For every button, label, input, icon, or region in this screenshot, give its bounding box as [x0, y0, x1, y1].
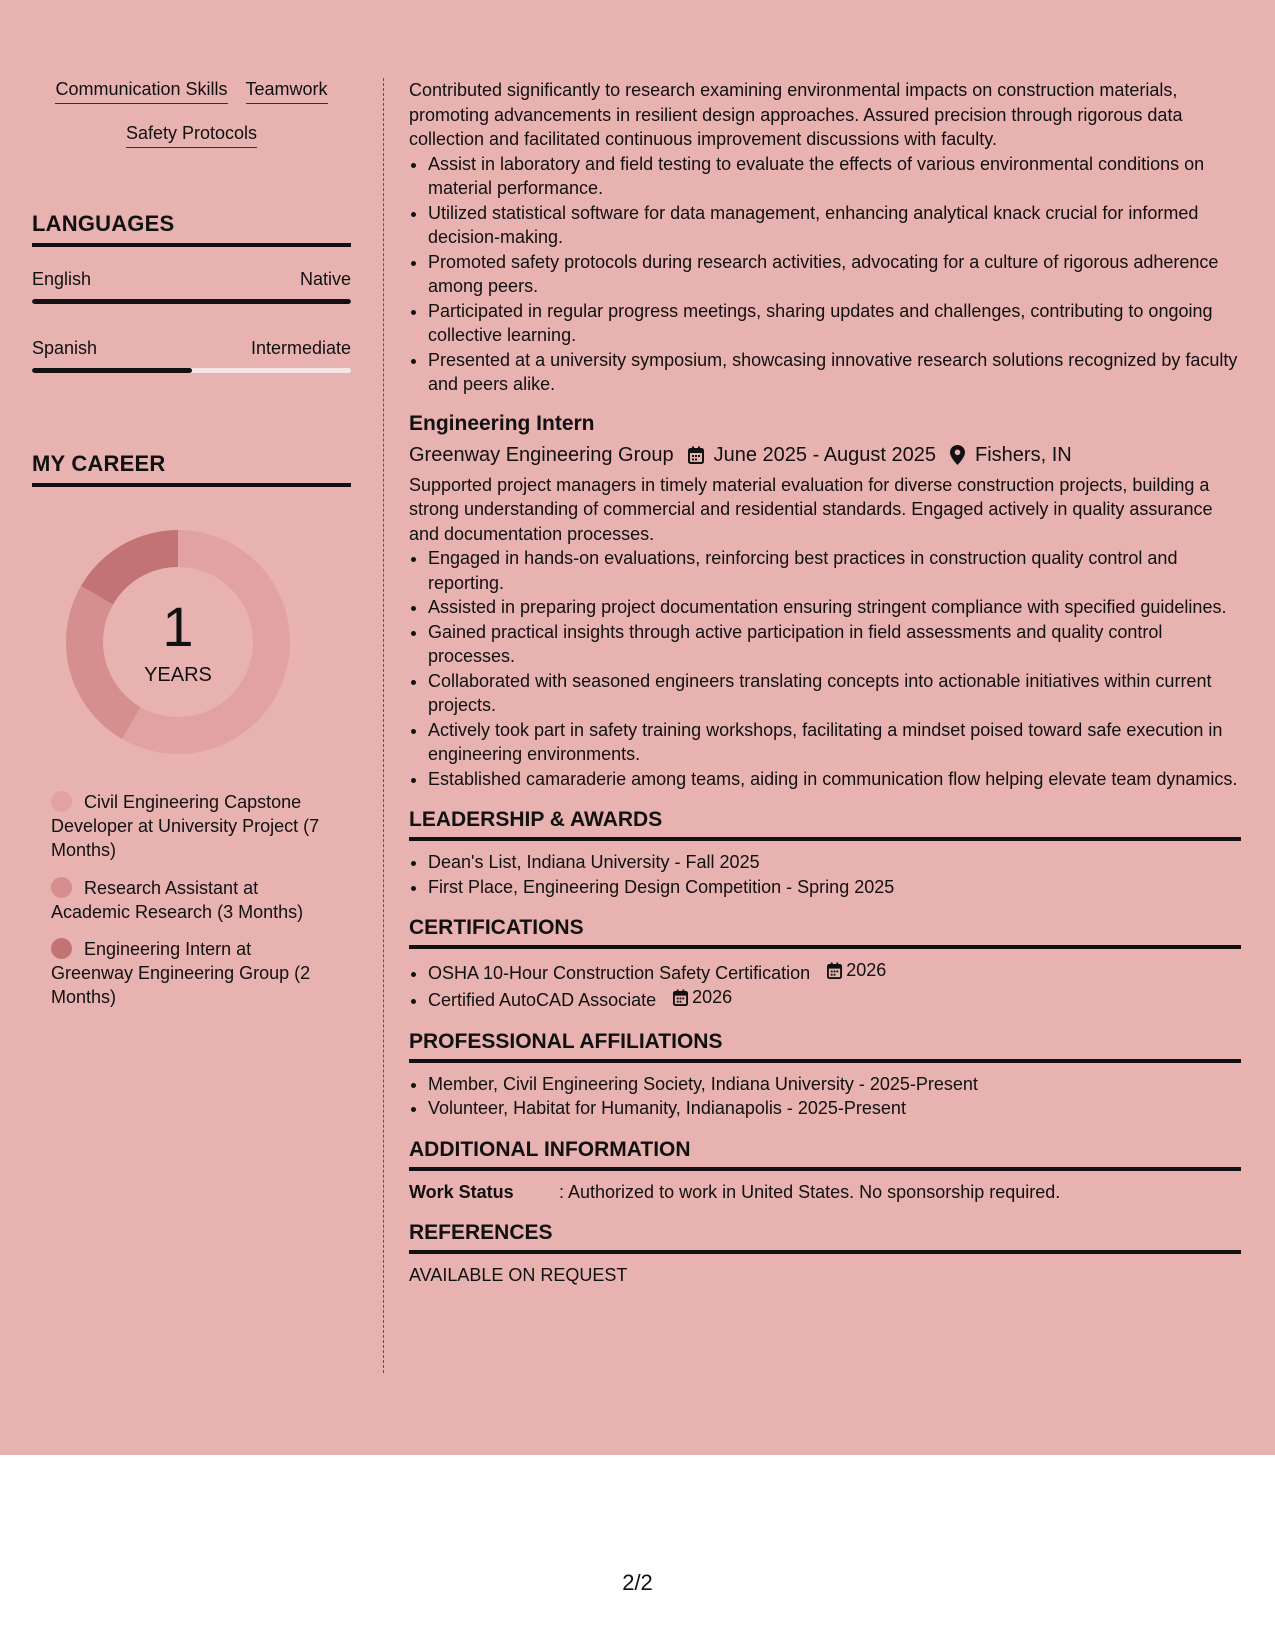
certifications-list [409, 958, 1241, 1013]
affiliations-heading: PROFESSIONAL AFFILIATIONS [409, 1029, 1241, 1063]
affiliation-item: • Volunteer, Habitat for Humanity, Indianapolis - 2025-Present [428, 1096, 1241, 1121]
work-status-row [409, 1180, 1241, 1205]
job-bullet: • Actively took part in safety training workshops, facilitating a mindset poised toward safe execution in engineering environments. [428, 718, 1241, 767]
leadership-item: • First Place, Engineering Design Competition - Spring 2025 [428, 875, 1241, 900]
page-number: 2/2 [622, 1570, 653, 1595]
job-bullet: • Collaborated with seasoned engineers translating concepts into actionable initiatives within current projects. [428, 669, 1241, 718]
languages-heading: LANGUAGES [32, 211, 351, 247]
certification-item [428, 958, 1241, 985]
career-legend-label: Research Assistant at Academic Research (3 Months) [51, 878, 304, 922]
work-status-label: Work Status [409, 1181, 514, 1202]
skill-tag: Safety Protocols [126, 122, 257, 148]
career-legend-label: Civil Engineering Capstone Developer at University Project (7 Months) [51, 792, 320, 860]
skills-list [32, 78, 351, 148]
language-name: English [32, 269, 92, 289]
certification-date [673, 985, 732, 1010]
job-location: Fishers, IN [975, 443, 1072, 466]
job-company: Greenway Engineering Group [409, 443, 674, 466]
certification-name: OSHA 10-Hour Construction Safety Certification [428, 962, 811, 983]
career-years-label: YEARS [144, 664, 212, 686]
job-bullet: • Assisted in preparing project documentation ensuring stringent compliance with specified guidelines. [428, 595, 1241, 620]
language-level: Intermediate [250, 338, 351, 358]
career-years-number: 1 [162, 595, 194, 658]
experience-bullets [409, 152, 1241, 397]
career-donut-segment [81, 530, 178, 605]
right-column [409, 78, 1241, 1288]
affiliation-item: • Member, Civil Engineering Society, Indiana University - 2025-Present [428, 1072, 1241, 1097]
job-bullet: • Engaged in hands-on evaluations, reinforcing best practices in construction quality control and reporting. [428, 546, 1241, 595]
career-legend-item [51, 790, 331, 862]
additional-info-heading: ADDITIONAL INFORMATION [409, 1137, 1241, 1171]
language-proficiency-fill [32, 299, 351, 304]
experience-summary: Contributed significantly to research examining environmental impacts on construction materials, promoting advancements in resilient design approaches. Assured precision through rigorous data collection and facilitated continuous improvement discussions with faculty. [409, 80, 1183, 149]
career-legend-label: Engineering Intern at Greenway Engineering Group (2 Months) [51, 939, 311, 1007]
work-status-value: : Authorized to work in United States. No sponsorship required. [559, 1181, 1061, 1202]
certification-year: 2026 [846, 960, 887, 980]
leadership-item: • Dean's List, Indiana University - Fall 2025 [428, 850, 1241, 875]
language-proficiency-bar [32, 299, 351, 304]
language-row [32, 337, 351, 359]
job-bullet: • Established camaraderie among teams, aiding in communication flow helping elevate team dynamics. [428, 767, 1241, 792]
legend-dot-icon [51, 791, 72, 812]
language-row [32, 268, 351, 290]
experience-bullet: • Presented at a university symposium, showcasing innovative research solutions recognized by faculty and peers alike. [428, 348, 1241, 397]
certification-year: 2026 [692, 987, 733, 1008]
job-dates: June 2025 - August 2025 [713, 443, 937, 466]
experience-bullet: • Participated in regular progress meetings, sharing updates and challenges, contributing to ongoing collective learning. [428, 299, 1241, 348]
career-legend-item [51, 937, 331, 1009]
job-bullets [409, 546, 1241, 791]
job-meta [409, 441, 1241, 469]
career-heading: MY CAREER [32, 451, 351, 487]
leadership-heading: LEADERSHIP & AWARDS [409, 807, 1241, 841]
skill-tag: Teamwork [246, 78, 328, 104]
legend-dot-icon [51, 877, 72, 898]
job-summary: Supported project managers in timely material evaluation for diverse construction projects, building a strong understanding of commercial and residential standards. Engaged actively in quality assurance and documentation processes. [409, 474, 1213, 544]
leadership-list [409, 850, 1241, 899]
experience-bullet: • Promoted safety protocols during research activities, advocating for a culture of rigorous adherence among peers. [428, 250, 1241, 299]
calendar-icon [673, 989, 688, 1006]
calendar-icon [688, 446, 704, 464]
legend-dot-icon [51, 938, 72, 959]
calendar-icon [827, 962, 842, 979]
references-text: AVAILABLE ON REQUEST [409, 1265, 628, 1285]
certification-name: Certified AutoCAD Associate [428, 990, 657, 1010]
language-name: Spanish [32, 338, 98, 358]
experience-bullet: • Assist in laboratory and field testing to evaluate the effects of various environmental conditions on material performance. [428, 152, 1241, 201]
certifications-heading: CERTIFICATIONS [409, 915, 1241, 949]
career-legend-item [51, 876, 331, 924]
certification-item [428, 985, 1241, 1012]
certification-date [827, 958, 886, 983]
skill-tag: Communication Skills [55, 78, 227, 104]
job-title: Engineering Intern [409, 411, 595, 435]
job-bullet: • Gained practical insights through active participation in field assessments and quality control processes. [428, 620, 1241, 669]
language-proficiency-bar [32, 368, 351, 373]
column-divider [383, 78, 384, 1373]
map-pin-icon [950, 445, 965, 465]
references-heading: REFERENCES [409, 1220, 1241, 1254]
language-proficiency-fill [32, 368, 192, 373]
experience-bullet: • Utilized statistical software for data management, enhancing analytical knack crucial for informed decision-making. [428, 201, 1241, 250]
language-level: Native [299, 269, 351, 289]
affiliations-list [409, 1072, 1241, 1121]
